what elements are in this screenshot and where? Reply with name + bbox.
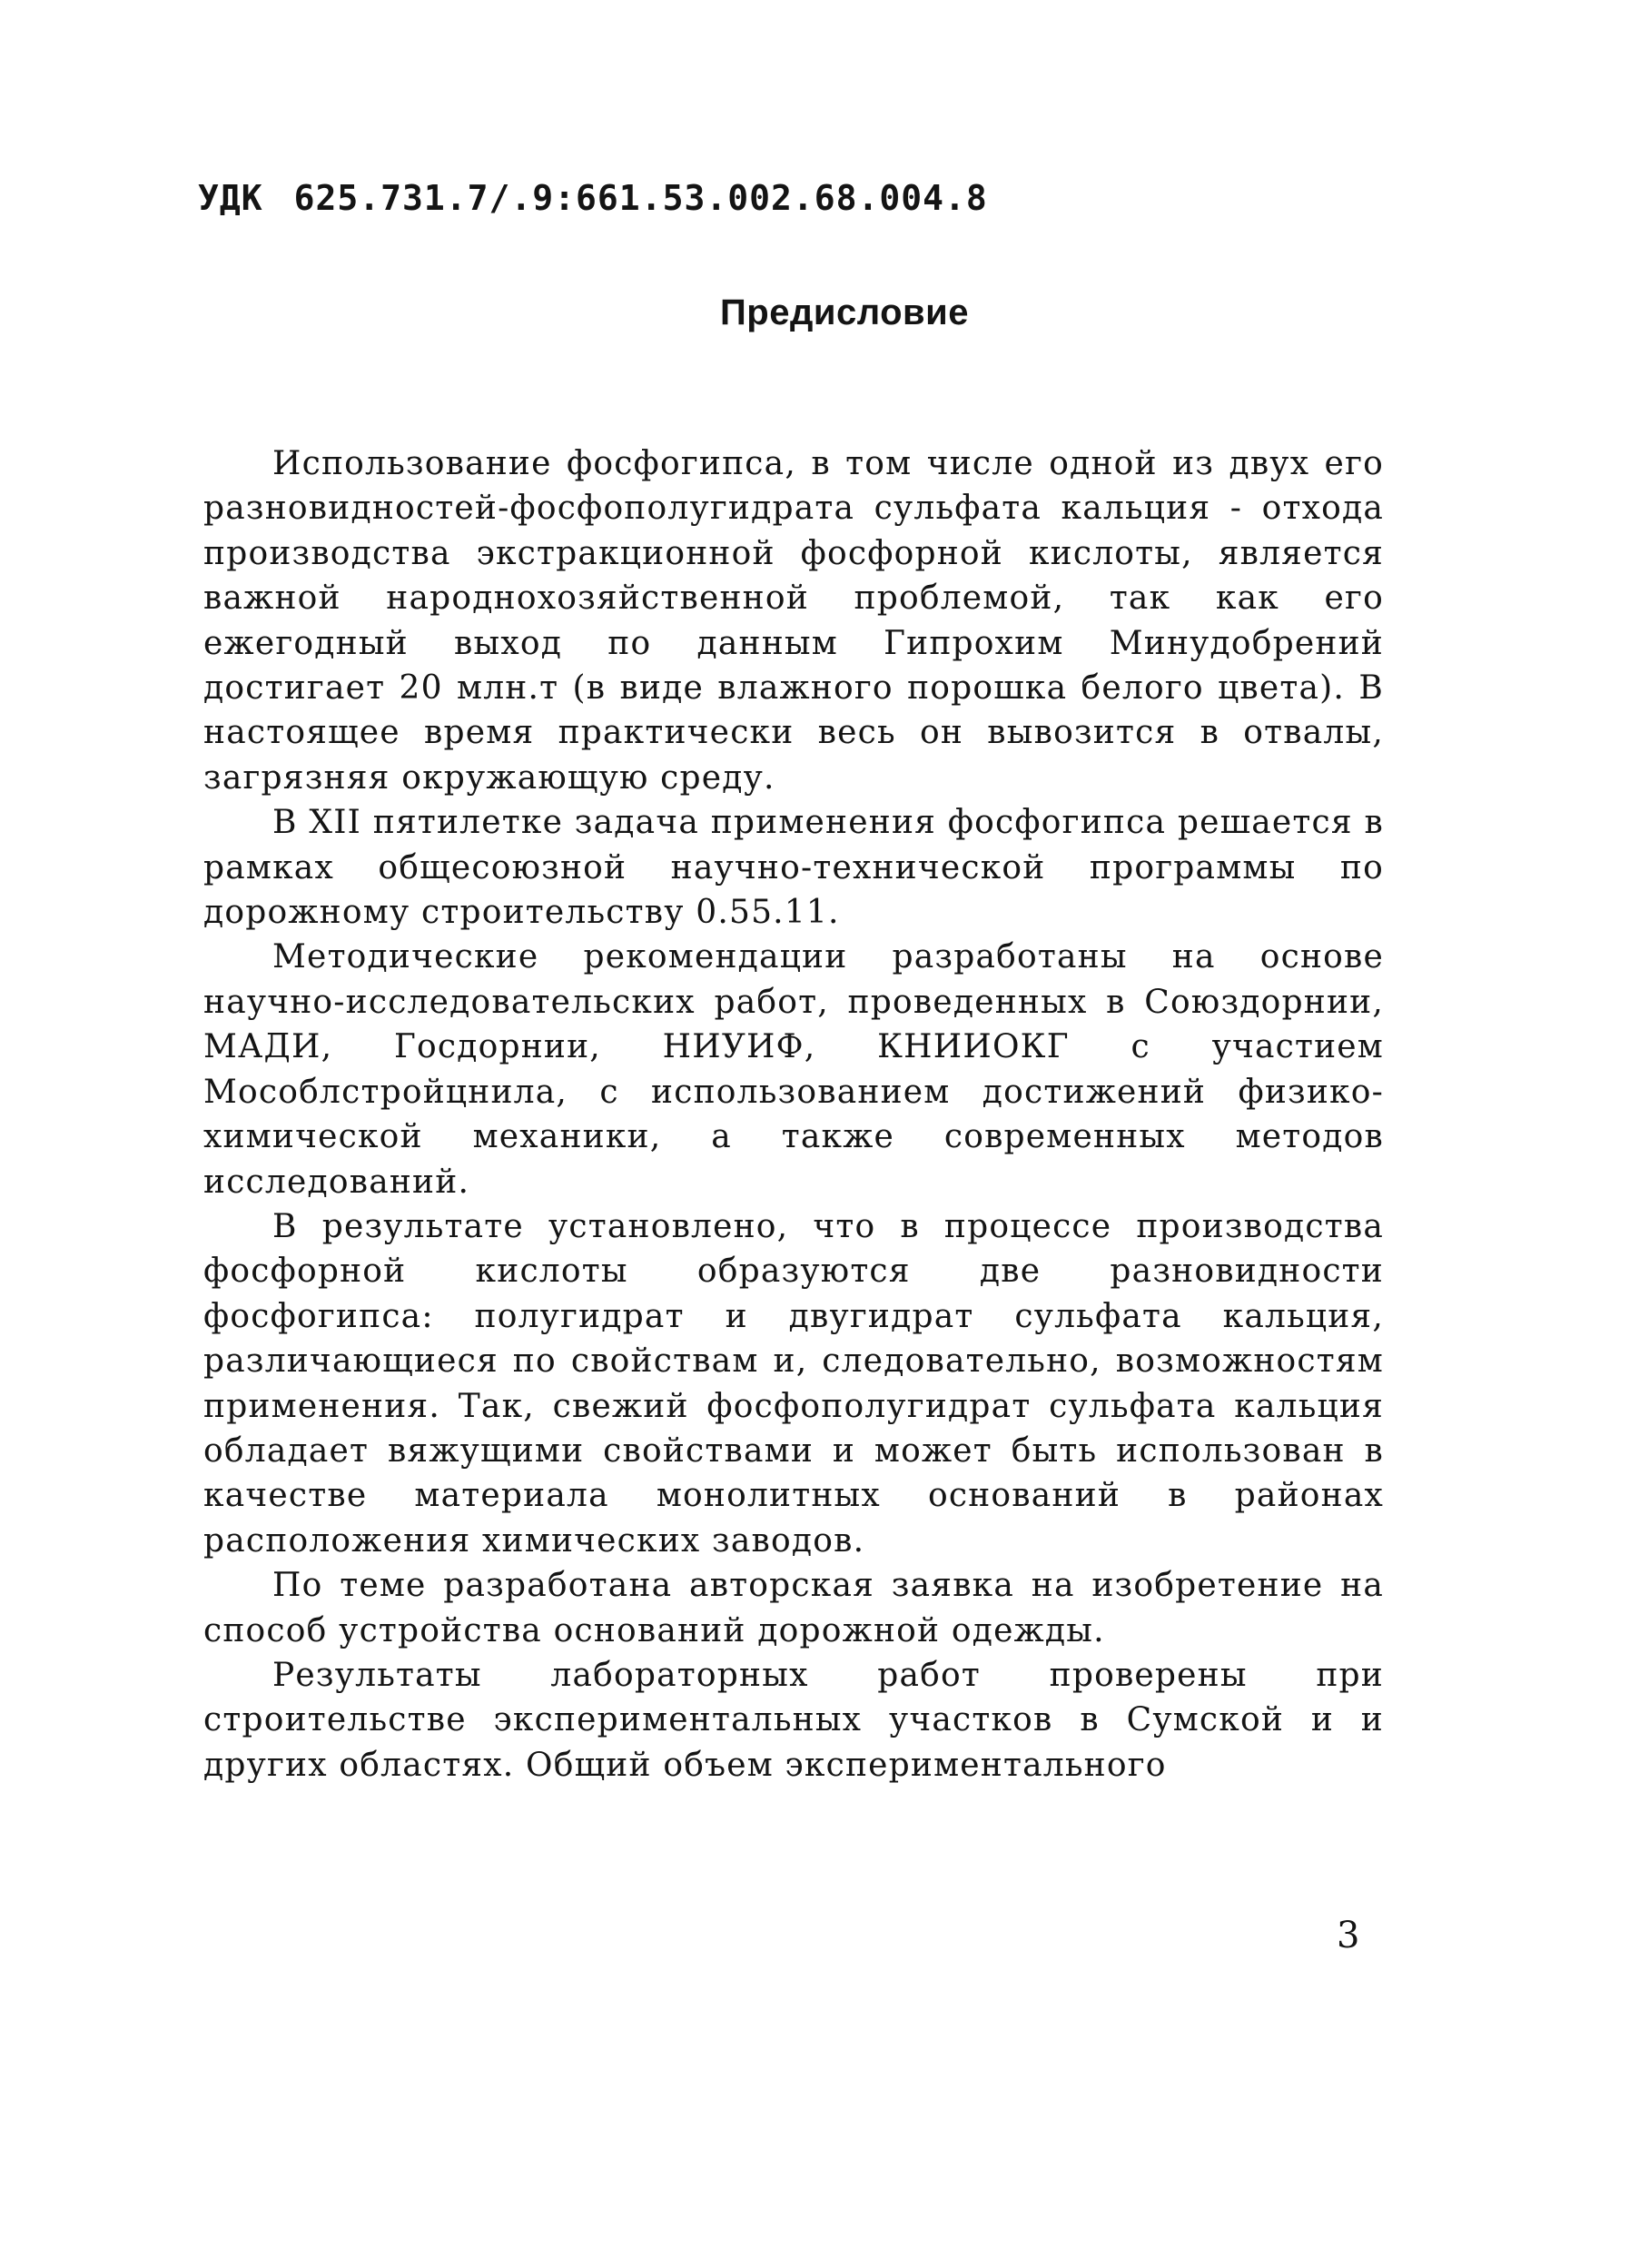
udc-line [198, 178, 988, 218]
paragraph: В XII пятилетке задача применения фосфогипса решается в рамках общесоюзной научно-технической программы по дорожному строительству 0.55.11. [203, 804, 1384, 932]
paragraph: По теме разработана авторская заявка на изобретение на способ устройства оснований дорожной одежды. [203, 1567, 1384, 1649]
paragraph: Использование фосфогипса, в том числе одной из двух его разновидностей-фосфополугидрата сульфата кальция - отхода производства экстракционной фосфорной кислоты, является важной народнохозяйственной проблемой, так как его ежегодный выход по данным Гипрохим Минудобрений достигает 20 млн.т (в виде влажного порошка белого цвета). В настоящее время практически весь он вывозится в отвалы, загрязняя окружающую среду. [203, 445, 1384, 797]
foreword-body [203, 441, 1384, 1788]
page-heading: Предисловие [720, 292, 969, 332]
paragraph: Результаты лабораторных работ проверены при строительстве экспериментальных участков в Сумской и и других областях. Общий объем экспериментального [203, 1656, 1384, 1784]
paragraph: Методические рекомендации разработаны на основе научно-исследовательских работ, проведенных в Союздорнии, МАДИ, Госдорнии, НИУИФ, КНИИОКГ с участием Мособлстройцнила, с использованием достижений физико-химической механики, а также современных методов исследований. [203, 938, 1384, 1201]
paragraph: В результате установлено, что в процессе производства фосфорной кислоты образуются две разновидности фосфогипса: полугидрат и двугидрат сульфата кальция, различающиеся по свойствам и, следовательно, возможностям применения. Так, свежий фосфополугидрат сульфата кальция обладает вяжущими свойствами и может быть использован в качестве материала монолитных оснований в районах расположения химических заводов. [203, 1207, 1384, 1560]
udc-label: УДК [198, 178, 263, 218]
udc-code: 625.731.7/.9:661.53.002.68.004.8 [293, 178, 988, 218]
page-number: 3 [1337, 1915, 1360, 1956]
